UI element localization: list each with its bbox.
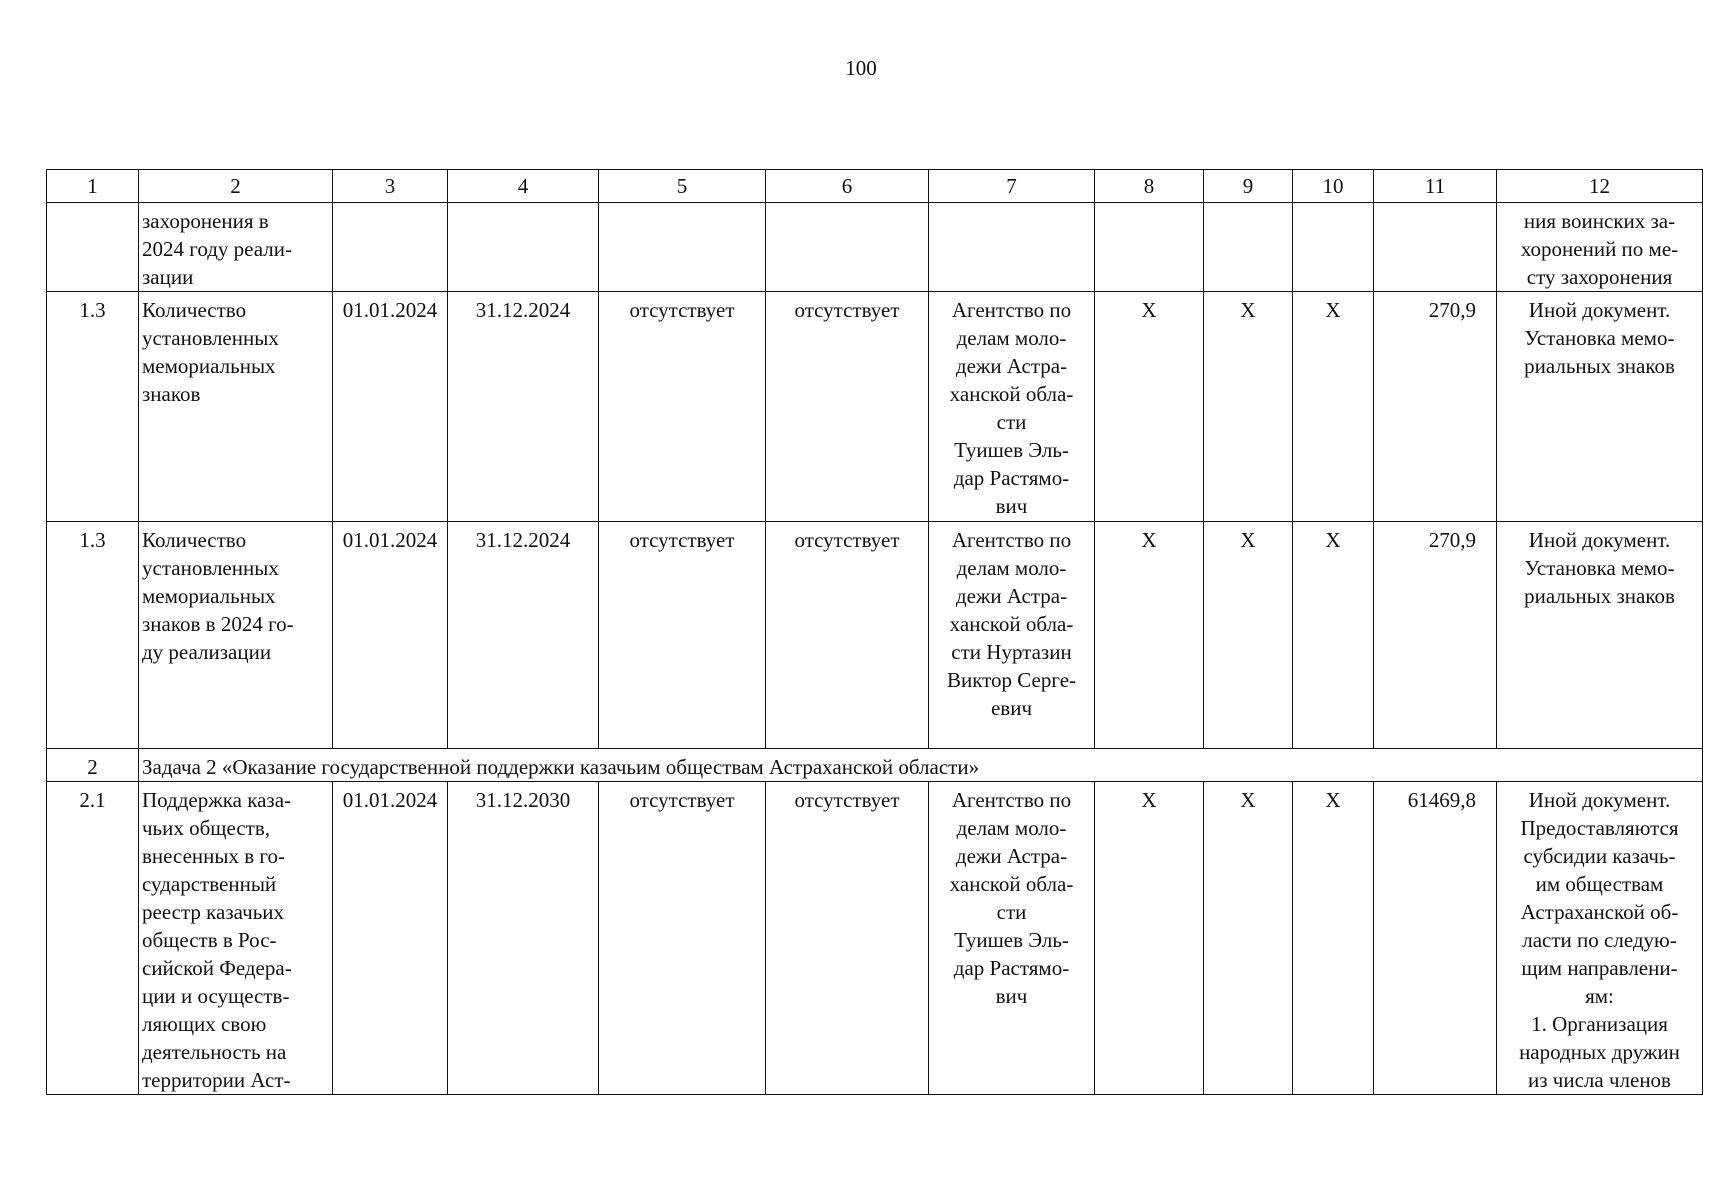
column-5-cell [599, 203, 766, 292]
end-date-cell: 31.12.2030 [448, 782, 599, 1095]
executor-cell: Агентство по делам моло- дежи Астра- ханской обла- сти Туишев Эль- дар Растямо- вич [929, 782, 1095, 1095]
column-5-cell: отсутствует [599, 292, 766, 522]
task-number-cell: 2 [47, 749, 139, 782]
result-cell: ния воинских за- хоронений по ме- сту захоронения [1497, 203, 1703, 292]
table-row [47, 203, 1703, 292]
activity-name-cell: Количество установленных мемориальных знаков в 2024 го- ду реализации [139, 522, 333, 749]
column-10-cell: X [1293, 292, 1374, 522]
column-8-cell: X [1095, 782, 1204, 1095]
activity-name-cell: Количество установленных мемориальных знаков [139, 292, 333, 522]
task-title-cell: Задача 2 «Оказание государственной поддержки казачьим обществам Астраханской области» [139, 749, 1703, 782]
header-cell: 2 [139, 170, 333, 203]
column-9-cell: X [1204, 292, 1293, 522]
header-cell: 9 [1204, 170, 1293, 203]
executor-cell: Агентство по делам моло- дежи Астра- ханской обла- сти Нуртазин Виктор Серге- евич [929, 522, 1095, 749]
amount-cell: 61469,8 [1374, 782, 1497, 1095]
header-cell: 7 [929, 170, 1095, 203]
header-cell: 4 [448, 170, 599, 203]
amount-cell: 270,9 [1374, 522, 1497, 749]
row-number-cell [47, 203, 139, 292]
result-cell: Иной документ. Предоставляются субсидии казачь- им обществам Астраханской об- ласти по следую- щим направлени- ям: 1. Организация народных дружин из числа членов [1497, 782, 1703, 1095]
table-row [47, 292, 1703, 522]
start-date-cell: 01.01.2024 [333, 292, 448, 522]
header-cell: 1 [47, 170, 139, 203]
table-row [47, 782, 1703, 1095]
header-cell: 6 [766, 170, 929, 203]
page-number: 100 [845, 56, 877, 80]
task-row [47, 749, 1703, 782]
column-6-cell: отсутствует [766, 782, 929, 1095]
column-9-cell: X [1204, 782, 1293, 1095]
column-6-cell: отсутствует [766, 522, 929, 749]
executor-cell [929, 203, 1095, 292]
start-date-cell: 01.01.2024 [333, 522, 448, 749]
row-number-cell: 1.3 [47, 292, 139, 522]
result-cell: Иной документ. Установка мемо- риальных знаков [1497, 292, 1703, 522]
program-table [46, 169, 1703, 1095]
column-8-cell: X [1095, 292, 1204, 522]
column-10-cell: X [1293, 782, 1374, 1095]
start-date-cell: 01.01.2024 [333, 782, 448, 1095]
row-number-cell: 2.1 [47, 782, 139, 1095]
column-9-cell [1204, 203, 1293, 292]
header-cell: 8 [1095, 170, 1204, 203]
header-cell: 11 [1374, 170, 1497, 203]
end-date-cell: 31.12.2024 [448, 292, 599, 522]
end-date-cell: 31.12.2024 [448, 522, 599, 749]
table-row [47, 522, 1703, 749]
header-cell: 3 [333, 170, 448, 203]
column-8-cell: X [1095, 522, 1204, 749]
column-5-cell: отсутствует [599, 522, 766, 749]
row-number-cell: 1.3 [47, 522, 139, 749]
header-cell: 5 [599, 170, 766, 203]
column-8-cell [1095, 203, 1204, 292]
activity-name-cell: захоронения в 2024 году реали- зации [139, 203, 333, 292]
header-row [47, 170, 1703, 203]
executor-cell: Агентство по делам моло- дежи Астра- ханской обла- сти Туишев Эль- дар Растямо- вич [929, 292, 1095, 522]
amount-cell [1374, 203, 1497, 292]
column-10-cell: X [1293, 522, 1374, 749]
column-10-cell [1293, 203, 1374, 292]
header-cell: 10 [1293, 170, 1374, 203]
start-date-cell [333, 203, 448, 292]
result-cell: Иной документ. Установка мемо- риальных знаков [1497, 522, 1703, 749]
column-6-cell [766, 203, 929, 292]
column-6-cell: отсутствует [766, 292, 929, 522]
column-9-cell: X [1204, 522, 1293, 749]
column-5-cell: отсутствует [599, 782, 766, 1095]
header-cell: 12 [1497, 170, 1703, 203]
activity-name-cell: Поддержка каза- чьих обществ, внесенных в го- сударственный реестр казачьих обществ в Рос- сийской Федера- ции и осуществ- ляющих свою деятельность на территории Аст- [139, 782, 333, 1095]
amount-cell: 270,9 [1374, 292, 1497, 522]
end-date-cell [448, 203, 599, 292]
